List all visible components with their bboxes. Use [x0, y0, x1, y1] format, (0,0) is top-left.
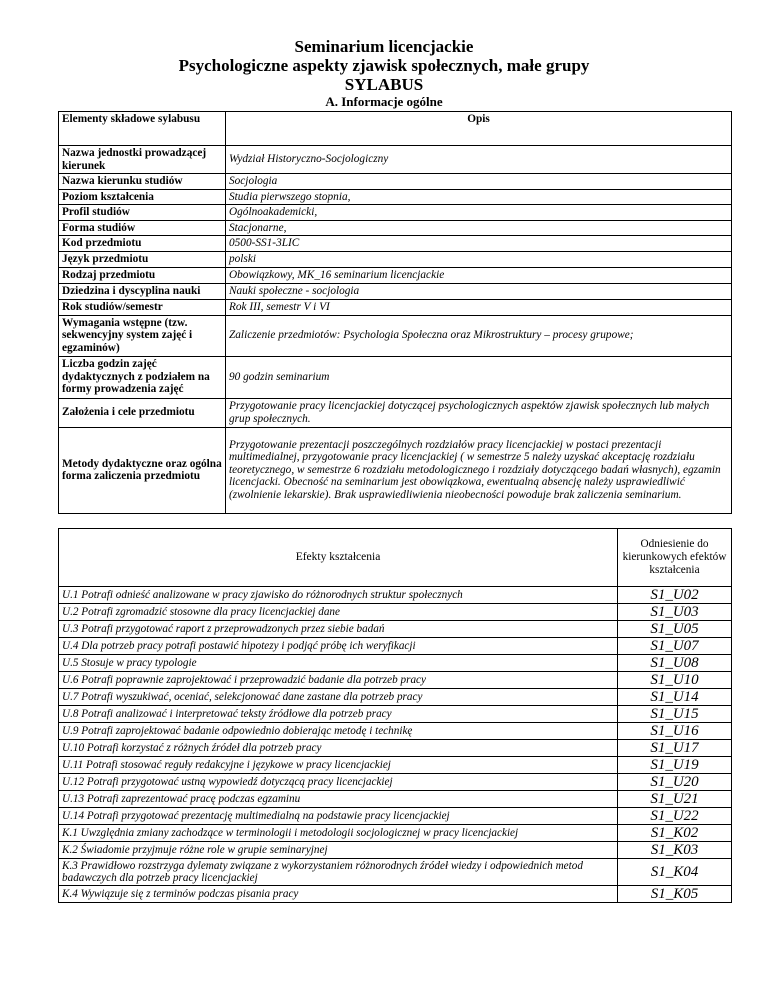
outcome-text: U.12 Potrafi przygotować ustną wypowiedź dotyczącą pracy licencjackiej: [59, 774, 618, 791]
outcome-row: [59, 587, 732, 604]
info-row: [59, 299, 732, 315]
outcome-row: [59, 740, 732, 757]
outcome-text: U.13 Potrafi zaprezentować pracę podczas egzaminu: [59, 791, 618, 808]
section-heading: A. Informacje ogólne: [325, 94, 443, 109]
info-label: Profil studiów: [59, 205, 226, 221]
table-header-row: [59, 112, 732, 146]
info-row: [59, 220, 732, 236]
outcome-row: [59, 774, 732, 791]
info-row: [59, 398, 732, 427]
info-value: Wydział Historyczno-Socjologiczny: [226, 146, 732, 174]
document-title: Seminarium licencjackie: [294, 37, 474, 56]
info-row: [59, 251, 732, 267]
info-value: Nauki społeczne - socjologia: [226, 283, 732, 299]
outcome-row: [59, 825, 732, 842]
column-header: Opis: [226, 112, 732, 146]
info-label: Poziom kształcenia: [59, 189, 226, 205]
info-value: Rok III, semestr V i VI: [226, 299, 732, 315]
info-label: Rok studiów/semestr: [59, 299, 226, 315]
info-label: Metody dydaktyczne oraz ogólna forma zaliczenia przedmiotu: [59, 427, 226, 513]
outcome-row: [59, 655, 732, 672]
info-value: Przygotowanie pracy licencjackiej dotyczącej psychologicznych aspektów zjawisk społecznych lub małych grup społecznych.: [226, 398, 732, 427]
outcome-text: K.3 Prawidłowo rozstrzyga dylematy związane z wykorzystaniem różnorodnych źródeł wiedzy i odpowiednich metod badawczych dla potrzeb pracy licencjackiej: [59, 859, 618, 886]
outcome-row: [59, 604, 732, 621]
outcome-code: S1_U21: [618, 791, 732, 808]
outcome-text: U.14 Potrafi przygotować prezentację multimedialną na podstawie pracy licencjackiej: [59, 808, 618, 825]
outcome-row: [59, 689, 732, 706]
outcome-code: S1_U03: [618, 604, 732, 621]
info-label: Forma studiów: [59, 220, 226, 236]
info-row: [59, 427, 732, 513]
info-value: Socjologia: [226, 174, 732, 190]
info-label: Język przedmiotu: [59, 251, 226, 267]
info-label: Nazwa jednostki prowadzącej kierunek: [59, 146, 226, 174]
outcome-text: K.2 Świadomie przyjmuje różne role w grupie seminaryjnej: [59, 842, 618, 859]
outcome-text: U.11 Potrafi stosować reguły redakcyjne i językowe w pracy licencjackiej: [59, 757, 618, 774]
outcome-code: S1_U08: [618, 655, 732, 672]
outcome-text: U.2 Potrafi zgromadzić stosowne dla pracy licencjackiej dane: [59, 604, 618, 621]
document-type: SYLABUS: [344, 75, 424, 94]
outcome-text: U.6 Potrafi poprawnie zaprojektować i przeprowadzić badanie dla potrzeb pracy: [59, 672, 618, 689]
outcome-text: U.3 Potrafi przygotować raport z przeprowadzonych przez siebie badań: [59, 621, 618, 638]
info-value: Stacjonarne,: [226, 220, 732, 236]
info-label: Rodzaj przedmiotu: [59, 267, 226, 283]
info-row: [59, 267, 732, 283]
outcome-row: [59, 638, 732, 655]
outcome-row: [59, 842, 732, 859]
outcome-text: U.4 Dla potrzeb pracy potrafi postawić hipotezy i podjąć próbę ich weryfikacji: [59, 638, 618, 655]
outcome-code: S1_K03: [618, 842, 732, 859]
outcome-code: S1_U19: [618, 757, 732, 774]
info-label: Założenia i cele przedmiotu: [59, 398, 226, 427]
info-value: Ogólnoakademicki,: [226, 205, 732, 221]
outcome-code: S1_U15: [618, 706, 732, 723]
info-label: Nazwa kierunku studiów: [59, 174, 226, 190]
info-value: Studia pierwszego stopnia,: [226, 189, 732, 205]
outcome-code: S1_U17: [618, 740, 732, 757]
outcome-row: [59, 723, 732, 740]
column-header: Odniesienie do kierunkowych efektów kształcenia: [618, 529, 732, 587]
table-header-row: [59, 529, 732, 587]
info-label: Kod przedmiotu: [59, 236, 226, 252]
outcome-row: [59, 672, 732, 689]
info-row: [59, 189, 732, 205]
info-row: [59, 356, 732, 398]
info-label: Wymagania wstępne (tzw. sekwencyjny system zajęć i egzaminów): [59, 315, 226, 356]
outcome-code: S1_U02: [618, 587, 732, 604]
column-header: Elementy składowe sylabusu: [59, 112, 226, 146]
column-header: Efekty kształcenia: [59, 529, 618, 587]
outcome-code: S1_U07: [618, 638, 732, 655]
info-value: Obowiązkowy, MK_16 seminarium licencjackie: [226, 267, 732, 283]
outcome-text: U.8 Potrafi analizować i interpretować teksty źródłowe dla potrzeb pracy: [59, 706, 618, 723]
outcome-code: S1_U05: [618, 621, 732, 638]
learning-outcomes-table: [58, 528, 732, 903]
outcome-text: U.1 Potrafi odnieść analizowane w pracy zjawisko do różnorodnych struktur społecznych: [59, 587, 618, 604]
info-value: Przygotowanie prezentacji poszczególnych rozdziałów pracy licencjackiej w postaci prezentacji multimedialnej, przygotowanie pracy licencjackiej ( w semestrze 5 należy uzyskać akceptację rozdziału teoretycznego, w semestrze 6 rozdziału metodologicznego i rozdziały dotyczącego badań własnych), egzamin licencjacki. Obecność na seminarium jest obowiązkowa, ewentualną absencję należy usprawiedliwić (zwolnienie lekarskie). Brak usprawiedliwienia nieobecności powoduje brak zaliczenia seminarium.: [226, 427, 732, 513]
outcome-text: K.1 Uwzględnia zmiany zachodzące w terminologii i metodologii socjologicznej w pracy licencjackiej: [59, 825, 618, 842]
info-row: [59, 146, 732, 174]
outcome-text: U.5 Stosuje w pracy typologie: [59, 655, 618, 672]
outcome-code: S1_K04: [618, 859, 732, 886]
outcome-text: U.7 Potrafi wyszukiwać, oceniać, selekcjonować dane zastane dla potrzeb pracy: [59, 689, 618, 706]
info-row: [59, 174, 732, 190]
info-row: [59, 315, 732, 356]
outcome-code: S1_U10: [618, 672, 732, 689]
info-row: [59, 283, 732, 299]
outcome-code: S1_U20: [618, 774, 732, 791]
outcome-code: S1_K02: [618, 825, 732, 842]
info-row: [59, 236, 732, 252]
outcome-code: S1_K05: [618, 886, 732, 903]
outcome-text: U.9 Potrafi zaprojektować badanie odpowiednio dobierając metodę i technikę: [59, 723, 618, 740]
info-label: Dziedzina i dyscyplina nauki: [59, 283, 226, 299]
document-subtitle: Psychologiczne aspekty zjawisk społecznych, małe grupy: [178, 56, 590, 75]
outcome-row: [59, 791, 732, 808]
info-value: 90 godzin seminarium: [226, 356, 732, 398]
outcome-row: [59, 886, 732, 903]
outcome-text: K.4 Wywiązuje się z terminów podczas pisania pracy: [59, 886, 618, 903]
outcome-row: [59, 808, 732, 825]
info-label: Liczba godzin zajęć dydaktycznych z podziałem na formy prowadzenia zajęć: [59, 356, 226, 398]
outcome-row: [59, 706, 732, 723]
info-row: [59, 205, 732, 221]
outcome-text: U.10 Potrafi korzystać z różnych źródeł dla potrzeb pracy: [59, 740, 618, 757]
outcome-row: [59, 859, 732, 886]
outcome-code: S1_U22: [618, 808, 732, 825]
outcome-code: S1_U14: [618, 689, 732, 706]
outcome-code: S1_U16: [618, 723, 732, 740]
outcome-row: [59, 621, 732, 638]
outcome-row: [59, 757, 732, 774]
info-value: 0500-SS1-3LIC: [226, 236, 732, 252]
info-value: polski: [226, 251, 732, 267]
general-info-table: [58, 111, 732, 514]
info-value: Zaliczenie przedmiotów: Psychologia Społeczna oraz Mikrostruktury – procesy grupowe;: [226, 315, 732, 356]
